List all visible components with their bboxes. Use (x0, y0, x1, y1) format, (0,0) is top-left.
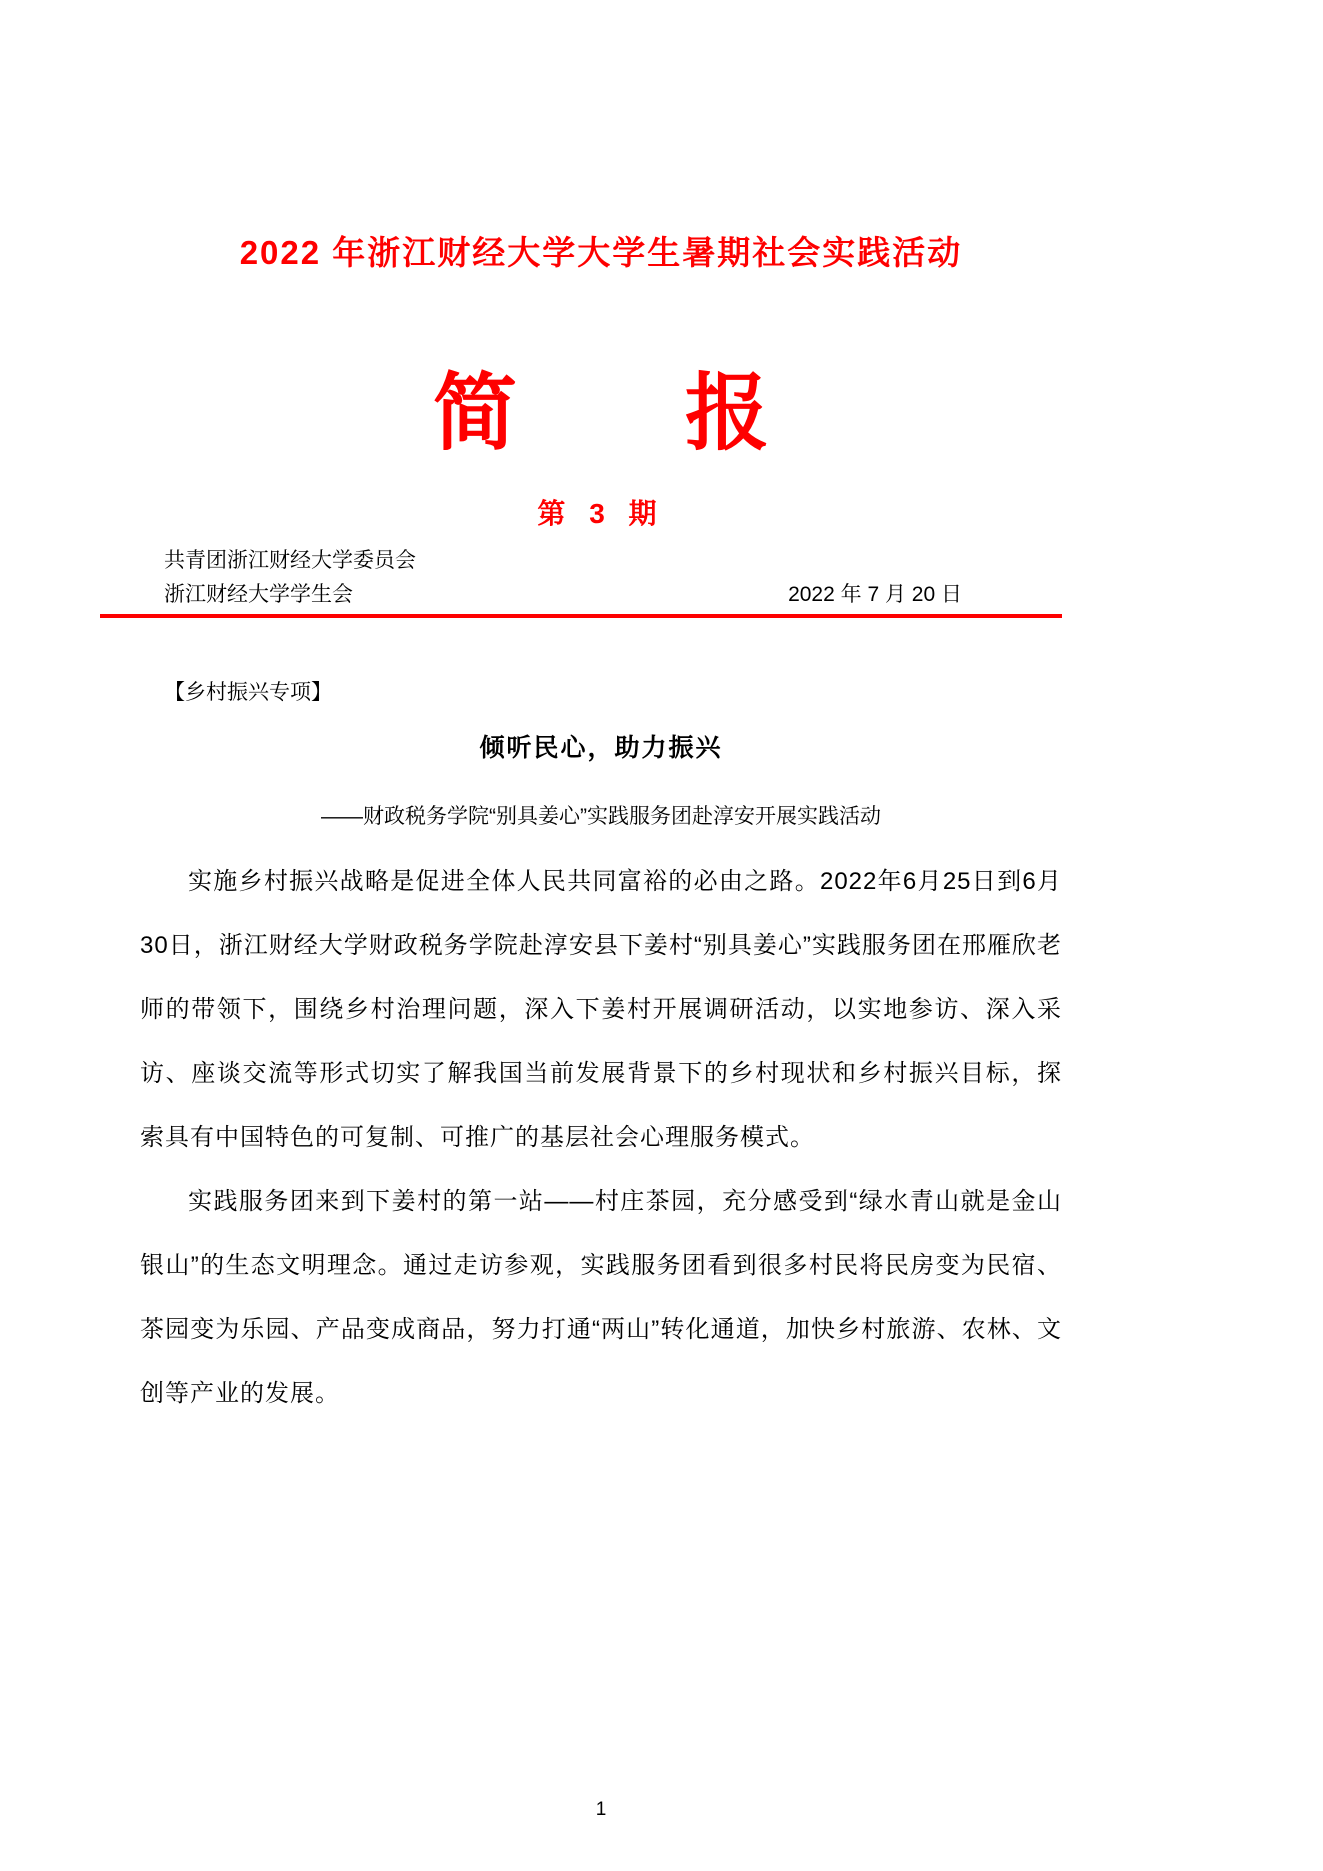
article-subheadline: ——财政税务学院“别具姜心”实践服务团赴淳安开展实践活动 (321, 804, 881, 828)
issuer-block (164, 544, 416, 612)
article-paragraph: 实施乡村振兴战略是促进全体人民共同富裕的必由之路。2022年6月25日到6月30日，浙江财经大学财政税务学院赴淳安县下姜村“别具姜心”实践服务团在邢雁欣老师的带领下，围绕乡村治理问题，深入下姜村开展调研活动，以实地参访、深入采访、座谈交流等形式切实了解我国当前发展背景下的乡村现状和乡村振兴目标，探索具有中国特色的可复制、可推广的基层社会心理服务模式。 (140, 867, 1062, 1151)
document-content (140, 232, 1062, 1426)
article-headline: 倾听民心，助力振兴 (479, 733, 723, 762)
section-tag: 【乡村振兴专项】 (164, 680, 332, 704)
article-paragraph: 实践服务团来到下姜村的第一站——村庄茶园，充分感受到“绿水青山就是金山银山”的生态文明理念。通过走访参观，实践服务团看到很多村民将民房变为民宿、茶园变为乐园、产品变成商品，努力打通“两山”转化通道，加快乡村旅游、农林、文创等产业的发展。 (140, 1187, 1062, 1407)
issue-date: 2022 年 7 月 20 日 (788, 582, 962, 606)
page-number: 1 (595, 1799, 607, 1820)
document-title: 2022 年浙江财经大学大学生暑期社会实践活动 (239, 234, 963, 271)
issuer-row (140, 544, 1062, 612)
article-body (140, 850, 1062, 1426)
issuer-line-1: 共青团浙江财经大学委员会 (164, 548, 416, 572)
masthead-title: 简 报 (432, 366, 769, 461)
red-divider-line (100, 614, 1062, 618)
issuer-line-2: 浙江财经大学学生会 (164, 582, 353, 606)
issue-number: 第 3 期 (537, 497, 665, 529)
